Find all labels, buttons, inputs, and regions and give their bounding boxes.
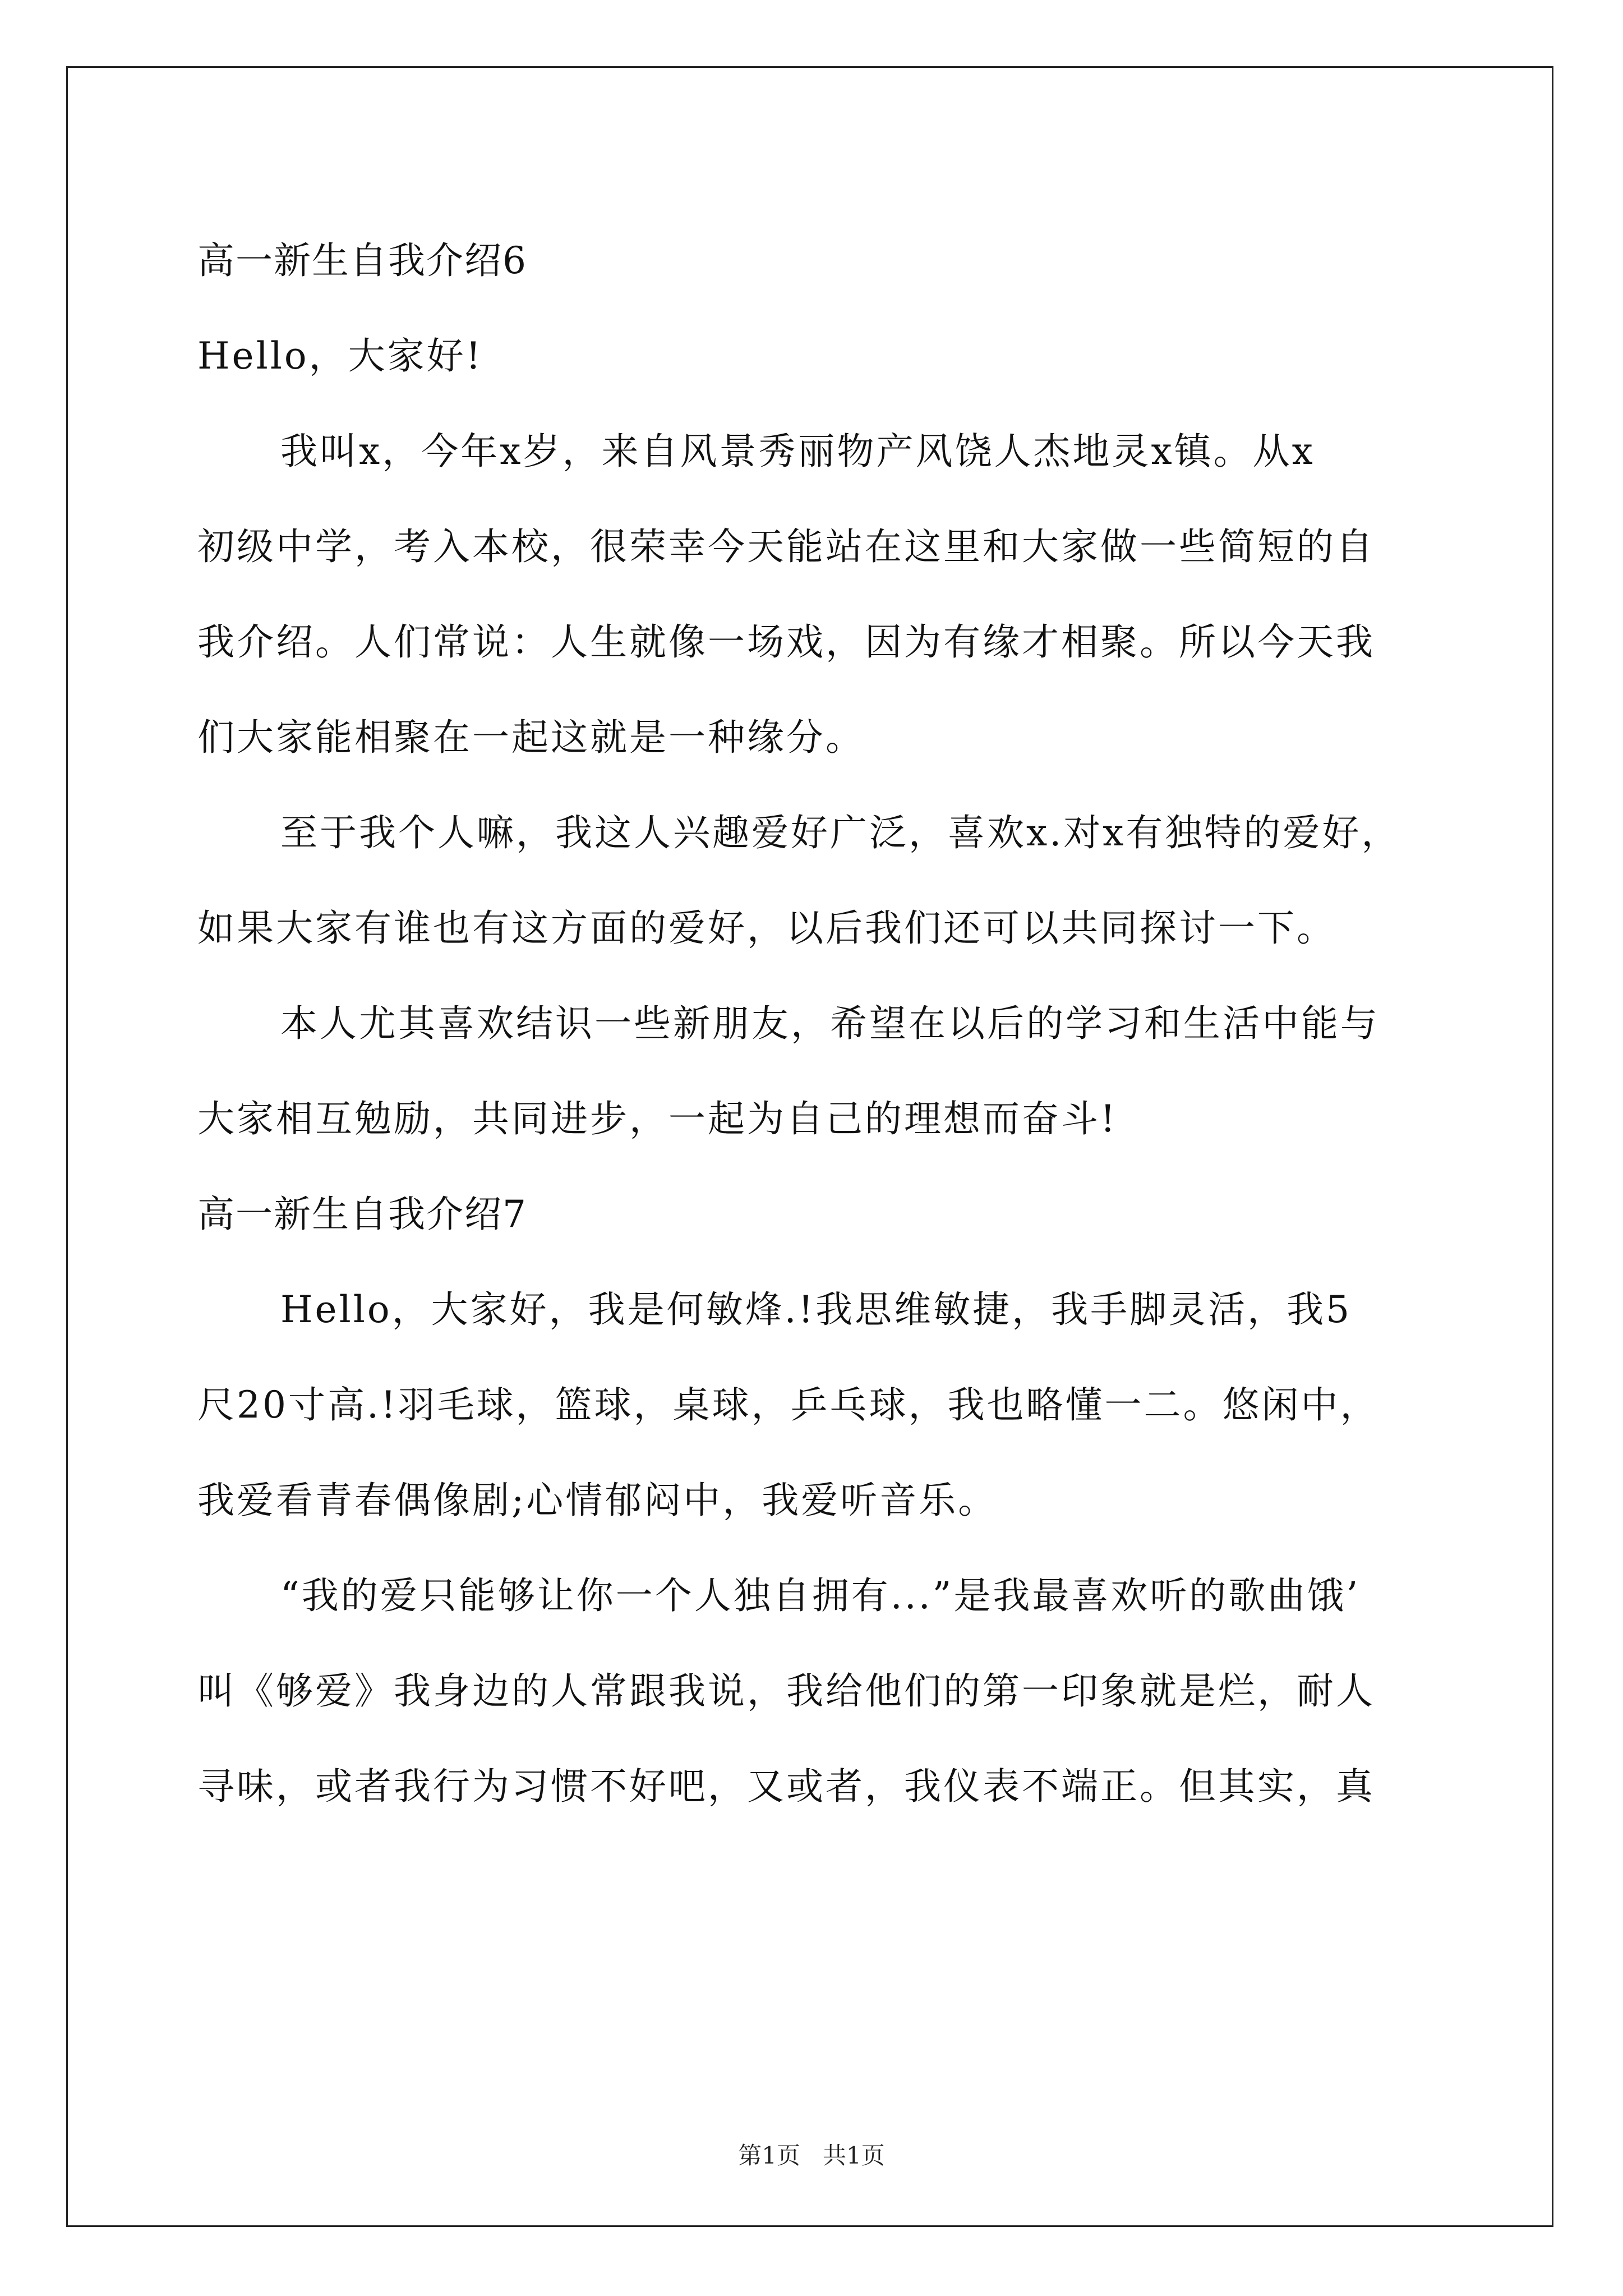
section-heading-2: 高一新生自我介绍7 (197, 1193, 527, 1236)
paragraph-4 (197, 1262, 1431, 1548)
text-line: 我介绍。人们常说：人生就像一场戏，因为有缘才相聚。所以今天我 (197, 620, 1375, 664)
paragraph-2 (197, 785, 1431, 976)
text-line: 们大家能相聚在一起这就是一种缘分。 (197, 716, 865, 759)
text-line: 初级中学，考入本校，很荣幸今天能站在这里和大家做一些简短的自 (197, 525, 1375, 568)
page-number-footer: 第1页 共1页 (738, 2142, 885, 2169)
text-line: 我叫x，今年x岁，来自风景秀丽物产风饶人杰地灵x镇。从x (280, 430, 1315, 473)
text-line: 大家相互勉励，共同进步，一起为自己的理想而奋斗! (197, 1097, 1118, 1140)
text-line: “我的爱只能够让你一个人独自拥有...”是我最喜欢听的歌曲饿’ (280, 1574, 1361, 1617)
text-line: Hello，大家好，我是何敏烽.!我思维敏捷，我手脚灵活，我5 (280, 1288, 1352, 1331)
paragraph-3 (197, 976, 1431, 1167)
text-line: 如果大家有谁也有这方面的爱好，以后我们还可以共同探讨一下。 (197, 907, 1336, 950)
text-line: 尺20寸高.!羽毛球，篮球，桌球，乒乓球，我也略懂一二。悠闲中， (197, 1383, 1380, 1427)
text-line: 至于我个人嘛，我这人兴趣爱好广泛，喜欢x.对x有独特的爱好， (280, 811, 1401, 854)
text-line: 叫《够爱》我身边的人常跟我说，我给他们的第一印象就是烂，耐人 (197, 1669, 1375, 1713)
paragraph-5 (197, 1548, 1431, 1834)
text-line: 本人尤其喜欢结识一些新朋友，希望在以后的学习和生活中能与 (280, 1002, 1380, 1045)
document-body (197, 213, 1431, 1834)
greeting-line: Hello，大家好! (197, 334, 483, 378)
section-heading-1: 高一新生自我介绍6 (197, 239, 527, 282)
text-line: 我爱看青春偶像剧;心情郁闷中，我爱听音乐。 (197, 1479, 998, 1522)
text-line: 寻味，或者我行为习惯不好吧，又或者，我仪表不端正。但其实，真 (197, 1765, 1375, 1808)
paragraph-1 (197, 404, 1431, 785)
